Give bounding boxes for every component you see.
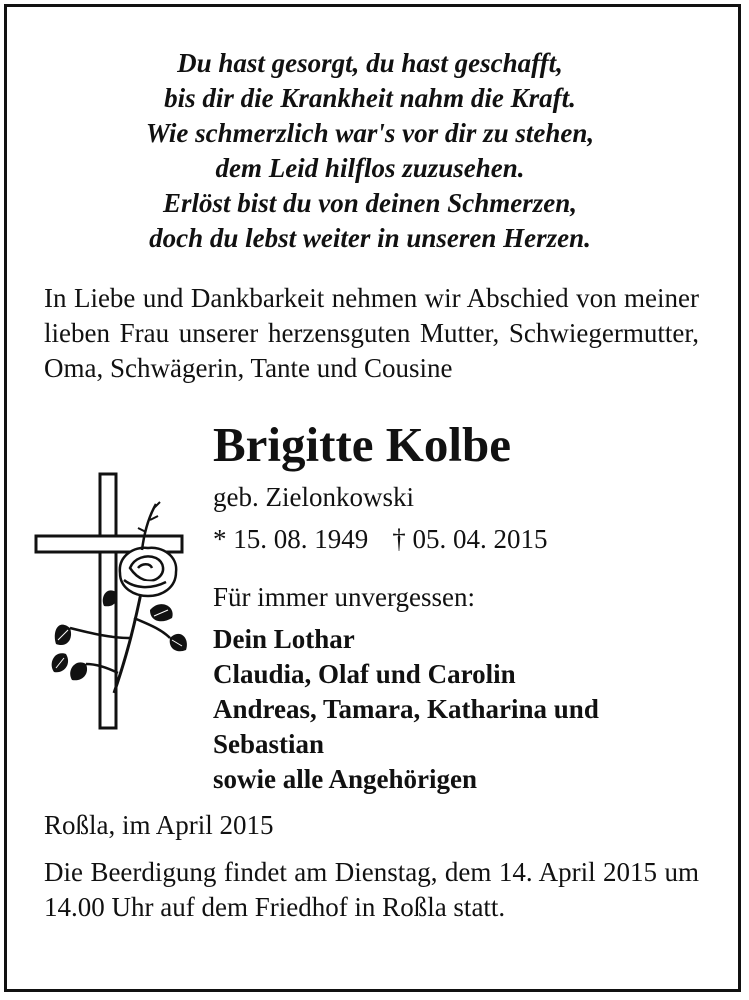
- family-list: [213, 622, 599, 797]
- family-line: Claudia, Olaf und Carolin: [213, 659, 516, 689]
- funeral-notice: Die Beerdigung findet am Dienstag, dem 14. April 2015 um 14.00 Uhr auf dem Friedhof in Roßla statt.: [44, 857, 699, 922]
- poem: [40, 46, 700, 256]
- poem-line: dem Leid hilflos zuzusehen.: [215, 153, 525, 183]
- poem-line: Erlöst bist du von deinen Schmerzen,: [162, 188, 578, 218]
- poem-line: doch du lebst weiter in unseren Herzen.: [149, 223, 591, 253]
- poem-line: bis dir die Krankheit nahm die Kraft.: [164, 83, 576, 113]
- poem-line: Du hast gesorgt, du hast geschafft,: [177, 48, 563, 78]
- life-dates: [213, 522, 548, 556]
- deceased-name: Brigitte Kolbe: [213, 417, 512, 472]
- family-line: Sebastian: [213, 729, 325, 759]
- family-line: Andreas, Tamara, Katharina und: [213, 694, 599, 724]
- intro-text: In Liebe und Dankbarkeit nehmen wir Abschied von meiner lieben Frau unserer herzensguten Mutter, Schwiegermutter, Oma, Schwägerin, Tante und Cousine: [44, 283, 699, 383]
- family-line: Dein Lothar: [213, 624, 355, 654]
- birth-name: geb. Zielonkowski: [213, 482, 414, 512]
- forever-line: Für immer unvergessen:: [213, 582, 475, 612]
- place-date: Roßla, im April 2015: [44, 810, 274, 840]
- birth-date: * 15. 08. 1949: [213, 524, 369, 554]
- cross-with-rose-icon: [30, 468, 190, 733]
- poem-line: Wie schmerzlich war's vor dir zu stehen,: [145, 118, 595, 148]
- death-date: † 05. 04. 2015: [392, 524, 548, 554]
- family-line: sowie alle Angehörigen: [213, 764, 477, 794]
